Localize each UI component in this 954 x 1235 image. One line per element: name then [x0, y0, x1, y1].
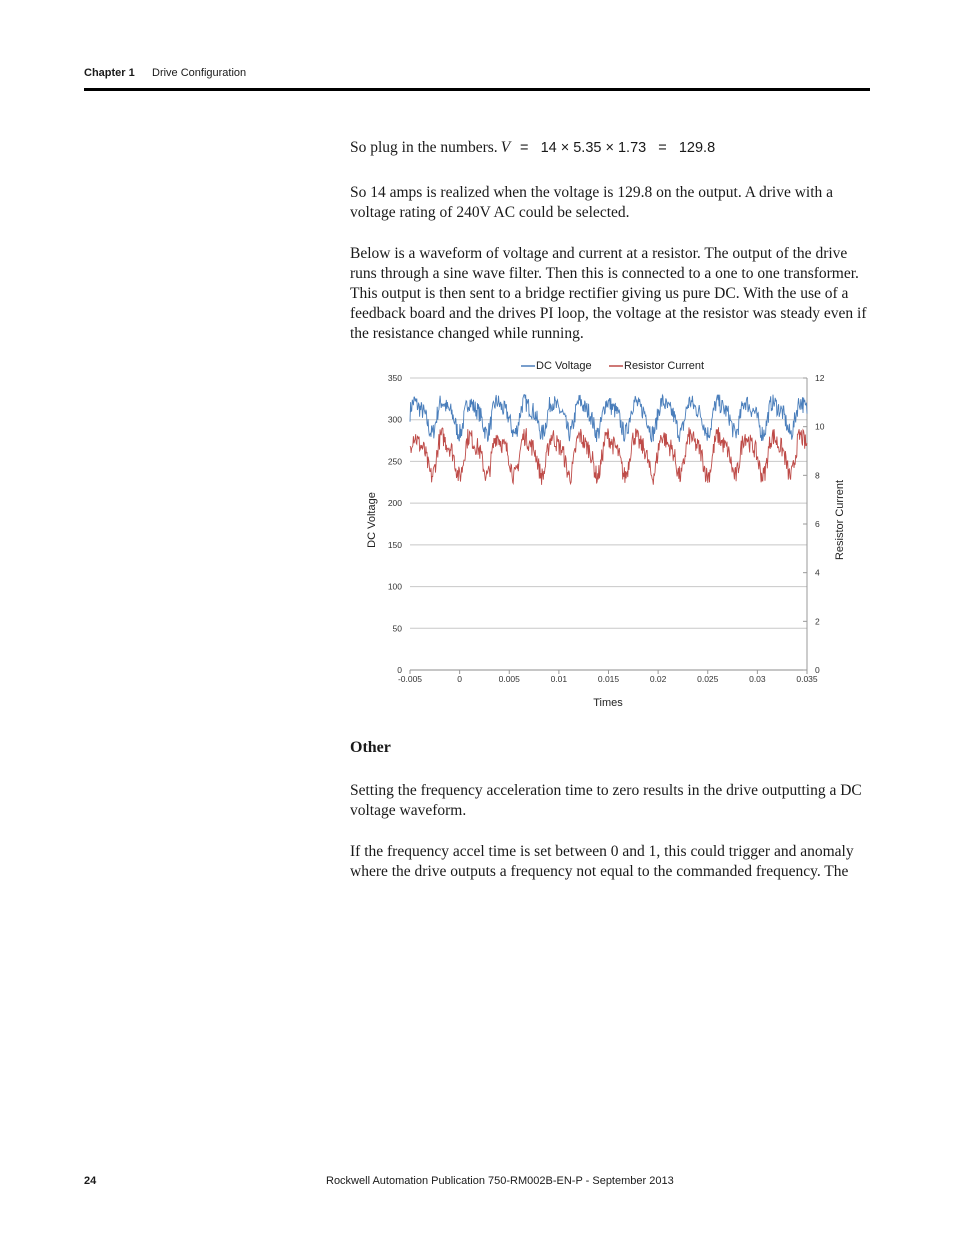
y2-axis-ticks — [803, 373, 825, 675]
legend-label-dc-voltage: DC Voltage — [536, 360, 592, 372]
body-paragraph: If the frequency accel time is set between 0 and 1, this could trigger and anomaly where the drive outputs a frequency not equal to the commanded frequency. The — [350, 843, 854, 880]
y-tick-label: 350 — [387, 373, 402, 383]
y-axis-ticks — [388, 373, 402, 675]
page-number: 24 — [84, 1175, 97, 1187]
x-tick-label: 0.01 — [550, 674, 568, 684]
legend — [521, 360, 704, 372]
x-axis-ticks — [398, 670, 818, 684]
x-axis-title: Times — [593, 697, 623, 709]
y-axis-title: DC Voltage — [366, 492, 378, 548]
x-tick-label: 0.035 — [796, 674, 818, 684]
y-tick-label: 100 — [387, 581, 402, 592]
body-paragraph: Below is a waveform of voltage and current at a resistor. The output of the drive runs through a sine wave filter. Then this is connected to a one to one transformer. This output is then sent to a bridge rectifier giving us pure DC. With the use of a feedback board and the drives PI loop, the voltage at the resistor was steady even if the resistance changed while running. — [350, 245, 867, 342]
legend-label-resistor-current: Resistor Current — [624, 360, 705, 372]
y2-tick-label: 0 — [815, 665, 820, 675]
y-tick-label: 0 — [397, 665, 402, 675]
equation-line — [350, 139, 715, 157]
equation-expression: = 14 × 5.35 × 1.73 = 129.8 — [520, 140, 716, 156]
chapter-title: Drive Configuration — [152, 67, 247, 79]
x-tick-label: -0.005 — [397, 674, 423, 684]
y2-tick-label: 2 — [815, 616, 820, 627]
header-rule — [84, 88, 870, 91]
x-tick-label: 0.02 — [649, 674, 667, 684]
waveform-chart — [355, 352, 855, 717]
publication-line: Rockwell Automation Publication 750-RM002B-EN-P - September 2013 — [326, 1175, 674, 1187]
y2-tick-label: 8 — [815, 470, 820, 481]
y-tick-label: 50 — [392, 623, 402, 634]
gridlines — [410, 378, 807, 670]
equation-lead: So plug in the numbers. — [350, 139, 498, 156]
series-line-resistor-current — [410, 427, 807, 485]
x-tick-label: 0.03 — [749, 674, 766, 684]
y2-tick-label: 4 — [815, 567, 820, 578]
x-tick-label: 0.005 — [498, 674, 520, 684]
chapter-label: Chapter 1 — [84, 67, 135, 79]
y-tick-label: 250 — [387, 456, 402, 467]
y-tick-label: 200 — [387, 498, 402, 509]
y-tick-label: 150 — [387, 539, 402, 550]
y2-tick-label: 6 — [815, 519, 820, 529]
section-heading: Other — [350, 739, 391, 756]
body-paragraph: So 14 amps is realized when the voltage is 129.8 on the output. A drive with a voltage rating of 240V AC could be selected. — [350, 184, 834, 221]
y-tick-label: 300 — [387, 414, 402, 425]
y2-tick-label: 10 — [815, 421, 825, 432]
y2-tick-label: 12 — [815, 373, 825, 383]
x-tick-label: 0.025 — [697, 674, 719, 684]
equation-variable: V — [500, 139, 511, 156]
x-tick-label: 0.015 — [597, 674, 620, 684]
y2-axis-title: Resistor Current — [834, 479, 846, 561]
x-tick-label: 0 — [457, 674, 462, 684]
body-paragraph: Setting the frequency acceleration time to zero results in the drive outputting a DC voltage waveform. — [350, 782, 862, 819]
